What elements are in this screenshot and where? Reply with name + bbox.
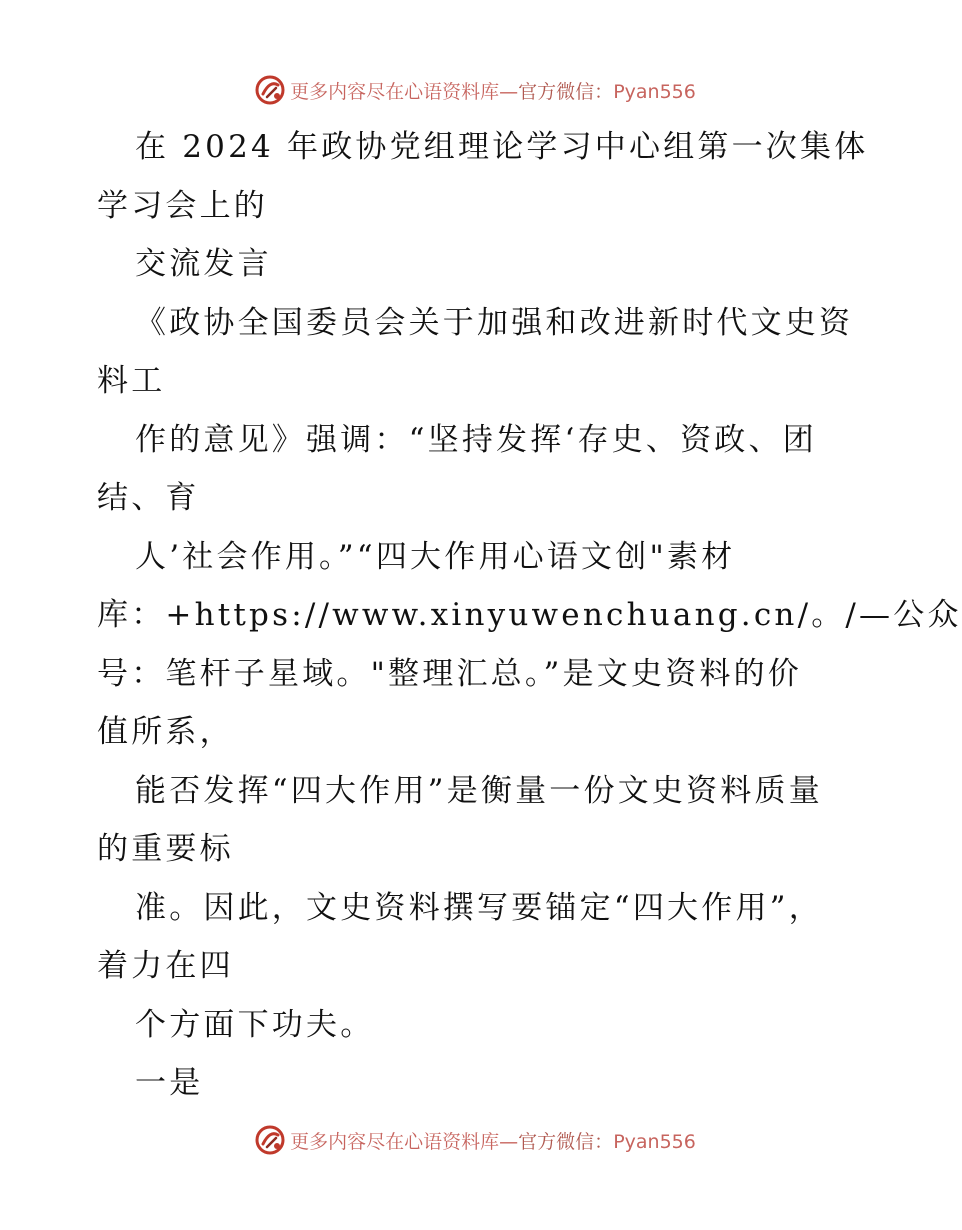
document-line: 在 2024 年政协党组理论学习中心组第一次集体 [135, 129, 869, 165]
footer-banner [0, 1120, 950, 1160]
brand-logo-icon [254, 74, 286, 106]
banner-brand: 更多内容尽在心语资料库 [290, 80, 500, 103]
document-line: 学习会上的 [97, 187, 268, 224]
banner-wechat-label: 官方微信： [518, 1130, 614, 1153]
banner-separator: — [499, 80, 519, 103]
header-banner [0, 70, 950, 110]
document-line: 人’社会作用。”“四大作用心语文创"素材 [135, 538, 736, 575]
brand-logo-icon [254, 1124, 286, 1156]
document-line: 结、育 [97, 480, 200, 516]
document-line: 库：+https://www.xinyuwenchuang.cn/。/—公众 [97, 597, 962, 633]
banner-brand: 更多内容尽在心语资料库 [290, 1130, 500, 1153]
banner-account: Pyan556 [613, 1130, 696, 1153]
banner-separator: — [499, 1130, 519, 1153]
document-line: 交流发言 [135, 246, 272, 282]
banner-text [290, 77, 696, 104]
document-line: 作的意见》强调：“坚持发挥‘存史、资政、团 [135, 421, 817, 458]
document-line: 准。因此，文史资料撰写要锚定“四大作用”， [135, 889, 823, 926]
banner-text [290, 1127, 696, 1154]
document-line: 《政协全国委员会关于加强和改进新时代文史资 [135, 304, 854, 341]
banner-wechat-label: 官方微信： [518, 80, 614, 103]
document-line: 着力在四 [97, 948, 234, 984]
document-line: 一是 [135, 1065, 204, 1101]
document-line: 能否发挥“四大作用”是衡量一份文史资料质量 [135, 772, 823, 809]
document-line: 号：笔杆子星域。"整理汇总。”是文史资料的价 [97, 655, 803, 692]
document-line: 的重要标 [97, 831, 234, 867]
document-line: 值所系， [97, 714, 234, 750]
document-body [97, 118, 962, 1113]
document-line: 个方面下功夫。 [135, 1006, 375, 1043]
document-line: 料工 [97, 363, 166, 399]
banner-account: Pyan556 [613, 80, 696, 103]
